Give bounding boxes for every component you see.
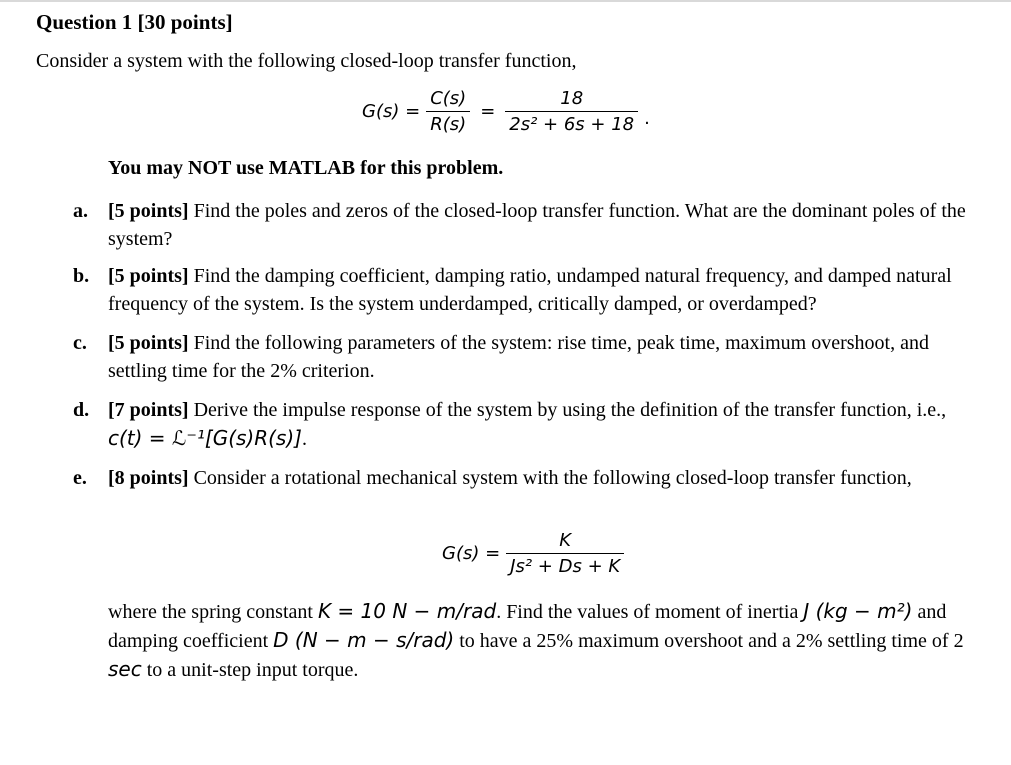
closing-text: . Find the values of moment of inertia — [496, 601, 804, 623]
part-text: Derive the impulse response of the system by using the definition of the transfer function, i.e., — [188, 399, 947, 421]
rotational-transfer-function-equation — [442, 530, 630, 577]
part-e-conditions — [108, 597, 988, 684]
part-marker: d. — [73, 399, 90, 421]
part-marker: b. — [73, 265, 90, 287]
intro-text: Consider a system with the following closed-loop transfer function, — [36, 50, 577, 72]
part-text: Find the poles and zeros of the closed-loop transfer function. What are the dominant poles of the system? — [108, 200, 966, 250]
part-marker: e. — [73, 467, 87, 489]
part-points: [5 points] — [108, 265, 189, 287]
part-marker: c. — [73, 332, 87, 354]
part-b — [73, 262, 983, 318]
fraction-denominator: 2s² + 6s + 18 — [505, 111, 638, 135]
fraction-c-over-r — [426, 88, 470, 135]
question-heading: Question 1 [30 points] — [36, 10, 233, 34]
part-text: Consider a rotational mechanical system with the following closed-loop transfer function, — [188, 467, 912, 489]
fraction-rotational — [506, 530, 624, 577]
part-points: [5 points] — [108, 200, 189, 222]
equation-lhs: G(s) = — [362, 101, 421, 122]
equation-period: . — [644, 108, 650, 129]
fraction-numerator: K — [559, 530, 572, 551]
part-a — [73, 197, 983, 253]
part-points: [5 points] — [108, 332, 189, 354]
equation-lhs: G(s) = — [442, 543, 501, 564]
part-points: [7 points] — [108, 399, 189, 421]
fraction-numerator: 18 — [560, 88, 584, 109]
part-text-tail: . — [301, 428, 307, 450]
inverse-laplace-expression: c(t) = ℒ⁻¹[G(s)R(s)] — [108, 426, 302, 450]
top-divider — [0, 0, 1011, 2]
time-unit: sec — [108, 657, 142, 681]
fraction-denominator: R(s) — [426, 111, 470, 135]
part-d — [73, 396, 983, 453]
closing-text: to a unit-step input torque. — [141, 659, 359, 681]
closing-text: where the spring constant — [108, 601, 318, 623]
part-points: [8 points] — [108, 467, 189, 489]
fraction-numerator: C(s) — [430, 88, 467, 109]
part-text: Find the following parameters of the system: rise time, peak time, maximum overshoot, and settling time for the 2% criterion. — [108, 332, 929, 382]
part-c — [73, 329, 983, 385]
equals-sign: = — [480, 101, 496, 122]
inertia-expression: J (kg − m²) — [803, 599, 913, 623]
part-e — [73, 464, 983, 492]
transfer-function-equation — [362, 88, 650, 135]
closing-text: and damping coefficient — [108, 601, 947, 652]
spring-constant-expression: K = 10 N − m/rad — [317, 599, 497, 623]
fraction-denominator: Js² + Ds + K — [506, 553, 624, 577]
matlab-note: You may NOT use MATLAB for this problem. — [108, 157, 504, 179]
damping-expression: D (N − m − s/rad) — [273, 628, 455, 652]
closing-text: to have a 25% maximum overshoot and a 2% settling time of 2 — [454, 630, 964, 652]
part-text: Find the damping coefficient, damping ratio, undamped natural frequency, and damped natural frequency of the system. Is the system underdamped, critically damped, or overdamped? — [108, 265, 952, 315]
fraction-transfer — [505, 88, 638, 135]
part-marker: a. — [73, 200, 88, 222]
